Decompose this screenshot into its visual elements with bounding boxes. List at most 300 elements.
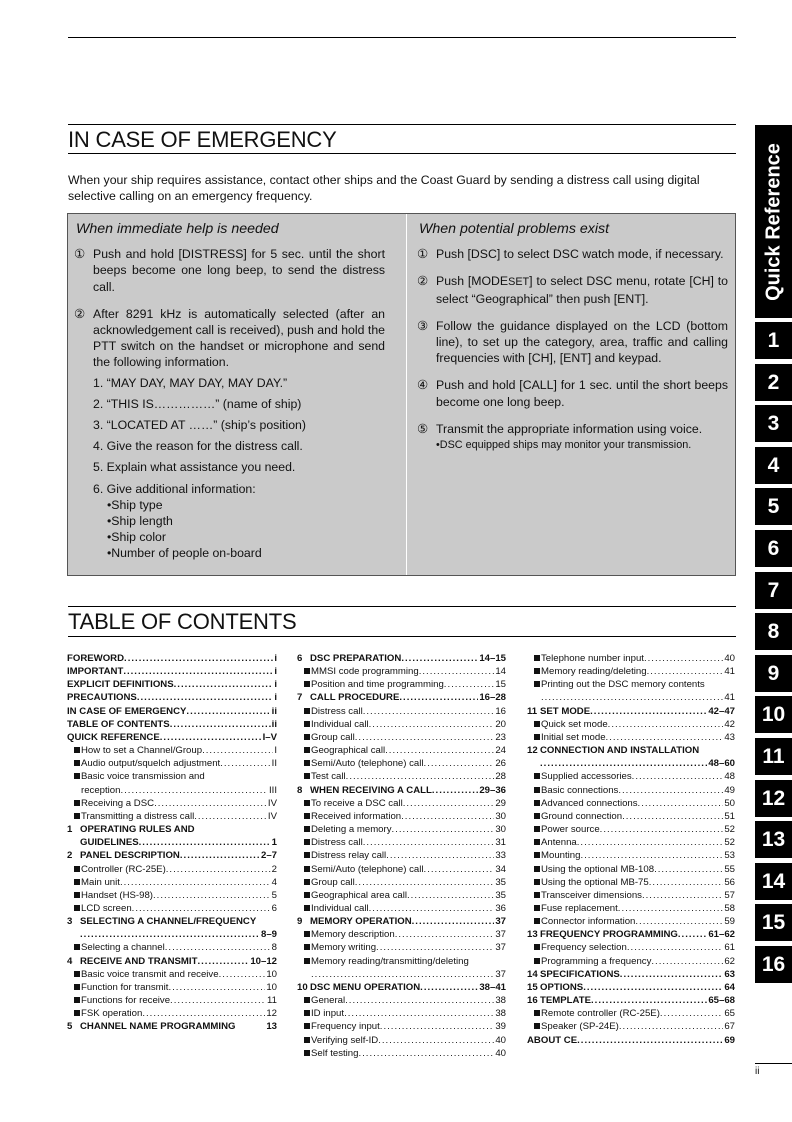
toc-entry-page: 51 [724, 810, 735, 822]
toc-entry[interactable] [67, 889, 277, 902]
toc-entry[interactable] [297, 915, 506, 928]
toc-entry[interactable] [297, 744, 506, 757]
toc-leader-dots [401, 810, 494, 823]
toc-entry[interactable] [297, 994, 506, 1007]
toc-entry-page: 59 [724, 916, 735, 928]
bullet-ship-type: •Ship type [107, 497, 163, 512]
toc-entry-title: SELECTING A CHANNEL/FREQUENCY [80, 916, 257, 928]
toc-leader-dots [606, 731, 724, 744]
toc-entry[interactable] [67, 797, 277, 810]
potential-step-4 [419, 377, 728, 409]
toc-entry[interactable] [527, 836, 735, 849]
toc-entry-title: IN CASE OF EMERGENCY [67, 705, 187, 717]
emergency-box [67, 213, 736, 576]
toc-entry[interactable] [297, 718, 506, 731]
toc-entry-title: ABOUT CE [527, 1034, 578, 1046]
toc-entry-page: 41 [724, 666, 735, 678]
toc-entry[interactable] [527, 981, 735, 994]
toc-chapter-number: 7 [297, 692, 303, 704]
toc-entry[interactable] [527, 955, 735, 968]
toc-leader-dots [170, 994, 266, 1007]
toc-entry-title: Basic voice transmission and [81, 771, 205, 783]
chapter-tab-2[interactable]: 2 [755, 364, 792, 401]
toc-entry[interactable] [297, 797, 506, 810]
toc-entry-page: 61–62 [708, 929, 735, 941]
toc-entry[interactable] [527, 876, 735, 889]
toc-chapter-number: 1 [67, 824, 73, 836]
toc-entry[interactable] [527, 1034, 735, 1047]
toc-entry[interactable] [67, 994, 277, 1007]
chapter-tab-9[interactable]: 9 [755, 655, 792, 692]
toc-leader-dots [235, 1020, 265, 1033]
step-number-2: ② [417, 274, 429, 289]
toc-entry-page: 33 [495, 850, 506, 862]
chapter-tab-12[interactable]: 12 [755, 780, 792, 817]
toc-entry-page: 4 [271, 876, 277, 888]
toc-leader-dots [469, 955, 505, 968]
toc-entry-page: 38 [495, 1008, 506, 1020]
toc-entry[interactable] [67, 731, 277, 744]
toc-entry-page: 65–68 [708, 995, 735, 1007]
toc-leader-dots [608, 718, 724, 731]
toc-entry[interactable] [67, 876, 277, 889]
toc-entry-page: 10 [266, 981, 277, 993]
toc-entry-title: Transceiver dimensions [541, 889, 642, 901]
step-number-1: ① [417, 247, 429, 262]
toc-entry-title: Memory reading/transmitting/deleting [311, 955, 469, 967]
toc-entry[interactable] [297, 731, 506, 744]
toc-leader-dots [583, 981, 723, 994]
toc-entry-title: Memory reading/deleting [541, 666, 647, 678]
toc-leader-dots [142, 1007, 265, 1020]
toc-entry[interactable] [297, 1034, 506, 1047]
toc-entry-title: Deleting a memory [311, 824, 392, 836]
chapter-tab-6[interactable]: 6 [755, 530, 792, 567]
toc-entry[interactable] [67, 928, 277, 941]
toc-leader-dots [369, 718, 495, 731]
toc-leader-dots [194, 810, 267, 823]
toc-leader-dots [385, 744, 494, 757]
toc-entry-title: CONNECTION AND INSTALLATION [540, 745, 700, 757]
chapter-tab-14[interactable]: 14 [755, 863, 792, 900]
potential-step-4-text: Push and hold [CALL] for 1 sec. until the short beeps become one long beep. [436, 378, 728, 409]
toc-entry[interactable] [67, 836, 277, 849]
toc-entry-page: 57 [724, 889, 735, 901]
toc-entry-page: 37 [495, 929, 506, 941]
toc-leader-dots [577, 836, 724, 849]
toc-leader-dots [619, 1020, 723, 1033]
toc-leader-dots [345, 994, 494, 1007]
toc-leader-dots [541, 691, 723, 704]
toc-entry[interactable] [67, 744, 277, 757]
toc-leader-dots [137, 691, 274, 704]
toc-entry-page: 14 [495, 666, 506, 678]
toc-entry[interactable] [297, 849, 506, 862]
toc-entry-title: Memory writing [311, 942, 377, 954]
toc-entry-title: Programming a frequency [541, 955, 652, 967]
toc-entry[interactable] [297, 823, 506, 836]
toc-entry[interactable] [67, 678, 277, 691]
toc-entry-title: Individual call [311, 902, 369, 914]
toc-chapter-number: 4 [67, 955, 73, 967]
emergency-box-divider [406, 214, 407, 575]
toc-entry[interactable] [527, 691, 735, 704]
toc-entry[interactable] [527, 849, 735, 862]
toc-leader-dots [705, 678, 734, 691]
toc-leader-dots [344, 1007, 494, 1020]
toc-entry[interactable] [527, 941, 735, 954]
toc-entry-page [276, 823, 277, 836]
bullet-ship-length: •Ship length [107, 514, 173, 529]
toc-entry[interactable] [67, 849, 277, 862]
emergency-title-rule [68, 153, 736, 154]
toc-entry-page: 40 [495, 1034, 506, 1046]
toc-entry-page: 48 [724, 771, 735, 783]
chapter-tab-5[interactable]: 5 [755, 488, 792, 525]
toc-leader-dots [120, 784, 268, 797]
toc-entry-page [734, 744, 735, 757]
toc-entry[interactable] [297, 1047, 506, 1060]
toc-entry[interactable] [527, 1020, 735, 1033]
toc-entry[interactable] [297, 810, 506, 823]
toc-entry-page: 36 [495, 902, 506, 914]
potential-problems-heading: When potential problems exist [419, 221, 610, 237]
immediate-help-column [76, 221, 385, 562]
toc-leader-dots [420, 981, 478, 994]
toc-entry-title: Main unit [81, 876, 120, 888]
toc-entry-page: 39 [495, 1021, 506, 1033]
toc-entry-title: Fuse replacement [541, 902, 618, 914]
toc-entry-page: 10 [266, 968, 277, 980]
toc-entry[interactable] [297, 981, 506, 994]
toc-leader-dots [399, 691, 478, 704]
toc-leader-dots [600, 823, 724, 836]
toc-leader-dots [407, 889, 494, 902]
toc-entry-title: TEMPLATE [540, 995, 591, 1007]
toc-entry-page: 48–60 [708, 758, 735, 770]
toc-leader-dots [540, 757, 707, 770]
toc-entry-page: I–V [262, 731, 277, 743]
toc-column-2 [297, 652, 506, 1060]
toc-entry[interactable] [67, 863, 277, 876]
info-item-2: 2. “THIS IS……………” (name of ship) [93, 396, 302, 411]
toc-entry[interactable] [67, 784, 277, 797]
toc-entry[interactable] [67, 770, 277, 783]
toc-entry-title: Semi/Auto (telephone) call [311, 863, 424, 875]
toc-entry-title: LCD screen [81, 902, 132, 914]
toc-entry[interactable] [527, 797, 735, 810]
toc-chapter-number: 13 [527, 929, 538, 941]
toc-entry-title: Geographical area call [311, 889, 407, 901]
toc-entry[interactable] [527, 823, 735, 836]
top-rule [68, 37, 736, 38]
quick-reference-tab[interactable] [755, 125, 792, 318]
toc-entry[interactable] [527, 678, 735, 691]
toc-leader-dots [202, 744, 273, 757]
toc-leader-dots [376, 941, 494, 954]
chapter-tab-16[interactable]: 16 [755, 946, 792, 983]
toc-entry-title: FOREWORD [67, 653, 125, 664]
potential-step-5 [419, 421, 728, 437]
info-item-6: 6. Give additional information: [93, 481, 256, 496]
toc-leader-dots [168, 981, 265, 994]
toc-entry[interactable] [297, 928, 506, 941]
toc-entry-title: Mounting [541, 850, 581, 862]
footer-rule [755, 1063, 792, 1064]
toc-entry[interactable] [527, 705, 735, 718]
toc-entry[interactable] [67, 902, 277, 915]
toc-entry-page [276, 915, 277, 928]
toc-entry-title: Test call [311, 771, 346, 783]
toc-entry-title: Basic voice transmit and receive [81, 968, 219, 980]
toc-entry[interactable] [297, 876, 506, 889]
toc-entry[interactable] [297, 770, 506, 783]
toc-leader-dots [401, 652, 478, 665]
toc-entry-title: Audio output/squelch adjustment [81, 758, 221, 770]
toc-entry[interactable] [527, 915, 735, 928]
toc-entry[interactable] [67, 757, 277, 770]
toc-entry[interactable] [527, 731, 735, 744]
toc-entry-title: Received information [311, 810, 402, 822]
toc-leader-dots [166, 863, 271, 876]
toc-leader-dots [392, 823, 495, 836]
toc-leader-dots [153, 889, 271, 902]
toc-leader-dots [132, 902, 271, 915]
toc-leader-dots [386, 849, 494, 862]
potential-step-2-text-b: ] to select DSC menu, rotate [CH] to select “Geographical” then push [ENT]. [436, 274, 728, 306]
mode-set-small-caps: SET [508, 276, 530, 289]
toc-entry[interactable] [67, 823, 277, 836]
toc-entry[interactable] [297, 757, 506, 770]
toc-entry[interactable] [67, 652, 277, 665]
toc-entry-page: 14–15 [479, 653, 506, 664]
toc-entry[interactable] [67, 718, 277, 731]
toc-entry[interactable] [67, 665, 277, 678]
toc-entry[interactable] [67, 981, 277, 994]
toc-leader-dots [358, 1047, 494, 1060]
toc-leader-dots [363, 836, 495, 849]
toc-entry[interactable] [297, 955, 506, 968]
toc-entry-page: 8 [271, 942, 277, 954]
toc-leader-dots [660, 1007, 723, 1020]
toc-entry[interactable] [297, 678, 506, 691]
toc-entry-page: 16 [495, 705, 506, 717]
info-item-1: 1. “MAY DAY, MAY DAY, MAY DAY.” [93, 375, 288, 390]
toc-entry[interactable] [297, 863, 506, 876]
toc-entry-title: General [311, 995, 346, 1007]
toc-entry[interactable] [527, 928, 735, 941]
info-item-5: 5. Explain what assistance you need. [93, 460, 296, 475]
toc-leader-dots [186, 705, 270, 718]
toc-entry[interactable] [527, 718, 735, 731]
toc-entry-page: 1 [271, 837, 277, 849]
chapter-tab-15[interactable]: 15 [755, 904, 792, 941]
toc-leader-dots [424, 863, 495, 876]
toc-entry-page: 13 [266, 1021, 277, 1033]
toc-entry-title: Using the optional MB-108 [541, 863, 655, 875]
chapter-tab-1[interactable]: 1 [755, 322, 792, 359]
toc-entry-page: 41 [724, 692, 735, 704]
toc-entry-page: i [274, 692, 277, 704]
toc-entry[interactable] [297, 968, 506, 981]
toc-entry[interactable] [527, 1007, 735, 1020]
potential-problems-column [419, 221, 728, 453]
toc-leader-dots [220, 757, 270, 770]
toc-entry[interactable] [297, 705, 506, 718]
toc-column-3 [527, 652, 735, 1047]
toc-entry[interactable] [297, 784, 506, 797]
toc-entry[interactable] [67, 810, 277, 823]
toc-leader-dots [632, 770, 724, 783]
toc-entry-page: 52 [724, 837, 735, 849]
toc-entry-page: 35 [495, 889, 506, 901]
toc-entry[interactable] [297, 665, 506, 678]
toc-entry-page: 40 [724, 653, 735, 664]
toc-leader-dots [432, 784, 478, 797]
toc-entry[interactable] [527, 889, 735, 902]
toc-entry[interactable] [527, 902, 735, 915]
toc-entry-title: Using the optional MB-75 [541, 876, 649, 888]
toc-entry-page: i [274, 666, 277, 678]
toc-entry-title: CALL PROCEDURE [310, 692, 400, 704]
toc-leader-dots [654, 863, 723, 876]
toc-entry-page: 38 [495, 995, 506, 1007]
immediate-step-2 [76, 306, 385, 371]
toc-entry-title: To receive a DSC call [311, 797, 403, 809]
toc-entry-page: 63 [724, 968, 735, 980]
toc-entry[interactable] [527, 968, 735, 981]
toc-entry-page: ii [271, 705, 277, 717]
toc-entry[interactable] [297, 652, 506, 665]
toc-entry-title: Supplied accessories [541, 771, 632, 783]
toc-entry-title: Quick set mode [541, 718, 608, 730]
toc-entry-page: 52 [724, 824, 735, 836]
chapter-tab-3[interactable]: 3 [755, 405, 792, 442]
toc-entry[interactable] [527, 810, 735, 823]
toc-leader-dots [174, 678, 274, 691]
toc-title-rule [68, 636, 736, 637]
potential-step-1 [419, 246, 728, 262]
toc-entry[interactable] [67, 705, 277, 718]
toc-entry[interactable] [67, 955, 277, 968]
toc-entry-page: 61 [724, 942, 735, 954]
toc-entry-page: 38–41 [479, 981, 506, 993]
toc-entry-title: Connector information [541, 916, 636, 928]
toc-leader-dots [618, 784, 723, 797]
toc-entry-page: 58 [724, 902, 735, 914]
toc-leader-dots [256, 915, 276, 928]
toc-entry[interactable] [297, 1007, 506, 1020]
toc-entry-page: 37 [495, 942, 506, 954]
toc-entry[interactable] [297, 1020, 506, 1033]
toc-entry[interactable] [297, 691, 506, 704]
toc-chapter-number: 15 [527, 981, 538, 993]
toc-entry[interactable] [527, 757, 735, 770]
toc-entry-title: Antenna [541, 837, 577, 849]
chapter-tab-7[interactable]: 7 [755, 572, 792, 609]
toc-entry-title: Handset (HS-98) [81, 889, 153, 901]
toc-entry[interactable] [67, 915, 277, 928]
toc-leader-dots [678, 928, 707, 941]
toc-entry-title: Individual call [311, 718, 369, 730]
toc-entry-title: SPECIFICATIONS [540, 968, 620, 980]
toc-leader-dots [651, 955, 723, 968]
immediate-step-1 [76, 246, 385, 295]
toc-entry-title: MMSI code programming [311, 666, 419, 678]
toc-entry-page: II [271, 758, 277, 770]
toc-leader-dots [180, 849, 260, 862]
toc-entry[interactable] [297, 941, 506, 954]
toc-entry-page: 11 [267, 995, 277, 1007]
toc-entry-page: 12 [266, 1008, 277, 1020]
toc-entry-title: FREQUENCY PROGRAMMING [540, 929, 678, 941]
toc-entry[interactable] [67, 941, 277, 954]
chapter-tab-13[interactable]: 13 [755, 821, 792, 858]
chapter-tab-4[interactable]: 4 [755, 447, 792, 484]
toc-entry-title: OPERATING RULES AND [80, 824, 195, 836]
toc-entry-page: 8–9 [260, 929, 277, 941]
toc-entry-title: Remote controller (RC-25E) [541, 1008, 660, 1020]
toc-entry[interactable] [527, 784, 735, 797]
toc-leader-dots [424, 757, 495, 770]
potential-step-5-text: Transmit the appropriate information using voice. [436, 421, 703, 436]
toc-entry[interactable] [297, 836, 506, 849]
toc-leader-dots [635, 915, 723, 928]
toc-entry[interactable] [297, 889, 506, 902]
toc-entry[interactable] [527, 744, 735, 757]
step-number-4: ④ [417, 378, 429, 393]
toc-entry[interactable] [67, 968, 277, 981]
toc-leader-dots [444, 678, 495, 691]
toc-leader-dots [591, 994, 707, 1007]
toc-entry-title: DSC PREPARATION [310, 653, 402, 664]
toc-leader-dots [369, 902, 495, 915]
toc-entry-title: WHEN RECEIVING A CALL [310, 784, 432, 796]
toc-entry[interactable] [527, 863, 735, 876]
toc-entry-title: Frequency selection [541, 942, 627, 954]
toc-entry[interactable] [67, 691, 277, 704]
toc-entry-title: RECEIVE AND TRANSMIT [80, 955, 198, 967]
toc-chapter-number: 14 [527, 968, 538, 980]
toc-entry[interactable] [527, 994, 735, 1007]
toc-entry[interactable] [527, 652, 735, 665]
toc-entry-page: 20 [495, 718, 506, 730]
toc-entry[interactable] [297, 902, 506, 915]
chapter-tab-8[interactable]: 8 [755, 613, 792, 650]
toc-entry-title: PRECAUTIONS [67, 692, 137, 704]
toc-entry[interactable] [527, 770, 735, 783]
toc-entry-page: ii [271, 718, 277, 730]
toc-entry[interactable] [527, 665, 735, 678]
toc-entry-title: PANEL DESCRIPTION [80, 850, 180, 862]
toc-entry[interactable] [67, 1007, 277, 1020]
chapter-tab-11[interactable]: 11 [755, 738, 792, 775]
bullet-people-onboard: •Number of people on-board [107, 546, 262, 561]
toc-entry-title: Transmitting a distress call [81, 810, 195, 822]
chapter-tab-10[interactable]: 10 [755, 696, 792, 733]
toc-entry-page: i [274, 653, 277, 664]
toc-entry-page: 29–36 [479, 784, 506, 796]
toc-title: TABLE OF CONTENTS [68, 609, 297, 634]
toc-chapter-number: 3 [67, 916, 73, 928]
toc-entry-title: Initial set mode [541, 731, 606, 743]
toc-entry-title: Basic connections [541, 784, 619, 796]
toc-entry-page: III [269, 784, 277, 796]
toc-entry-page: 23 [495, 731, 506, 743]
toc-entry-page: 34 [495, 863, 506, 875]
toc-chapter-number: 8 [297, 784, 303, 796]
toc-entry[interactable] [67, 1020, 277, 1033]
